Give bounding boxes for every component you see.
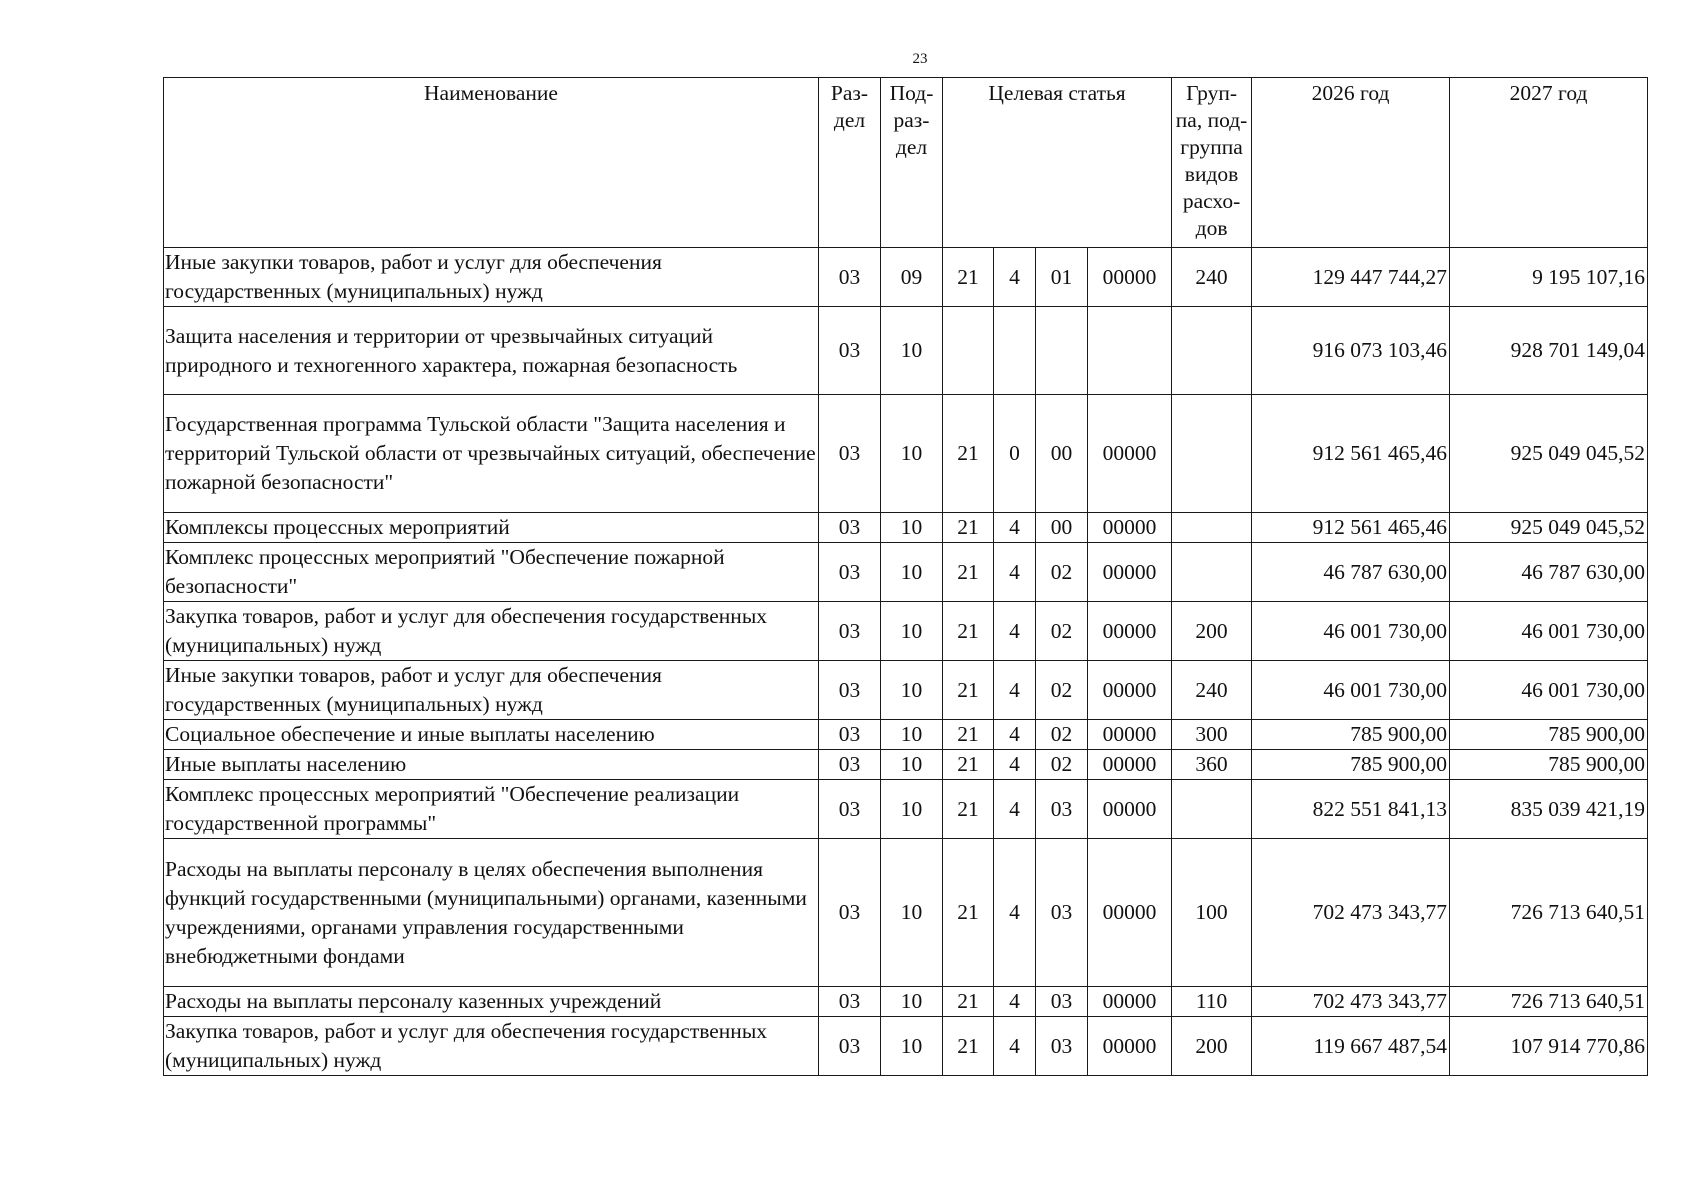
row-value-2027: 726 713 640,51 [1450,987,1648,1017]
row-target-type: 4 [994,248,1036,307]
row-value-2027: 46 001 730,00 [1450,661,1648,720]
row-target-type [994,307,1036,395]
row-target-subprogram: 03 [1036,839,1088,987]
table-row [164,602,1648,661]
row-razdel: 03 [819,602,881,661]
row-value-2026: 46 787 630,00 [1252,543,1450,602]
row-target-direction: 00000 [1088,543,1172,602]
row-podrazdel: 10 [881,1017,943,1076]
row-target-program [943,307,994,395]
row-value-2027: 785 900,00 [1450,720,1648,750]
row-target-type: 4 [994,750,1036,780]
row-value-2026: 129 447 744,27 [1252,248,1450,307]
row-value-2027: 835 039 421,19 [1450,780,1648,839]
row-target-subprogram: 02 [1036,720,1088,750]
row-target-direction: 00000 [1088,1017,1172,1076]
row-name: Комплекс процессных мероприятий "Обеспечение реализации государственной программы" [164,780,819,839]
row-target-type: 4 [994,987,1036,1017]
row-expense-group [1172,395,1252,513]
row-target-program: 21 [943,602,994,661]
row-razdel: 03 [819,661,881,720]
header-year-2027: 2027 год [1450,78,1648,248]
row-value-2026: 702 473 343,77 [1252,987,1450,1017]
row-target-subprogram: 01 [1036,248,1088,307]
table-row [164,543,1648,602]
row-value-2027: 925 049 045,52 [1450,513,1648,543]
row-target-program: 21 [943,248,994,307]
row-expense-group: 200 [1172,602,1252,661]
row-razdel: 03 [819,720,881,750]
row-expense-group: 300 [1172,720,1252,750]
row-target-program: 21 [943,513,994,543]
row-expense-group [1172,307,1252,395]
row-razdel: 03 [819,543,881,602]
row-target-direction: 00000 [1088,750,1172,780]
row-target-program: 21 [943,839,994,987]
row-target-subprogram [1036,307,1088,395]
row-target-program: 21 [943,543,994,602]
row-target-program: 21 [943,987,994,1017]
row-expense-group: 200 [1172,1017,1252,1076]
row-target-type: 4 [994,543,1036,602]
header-year-2026: 2026 год [1252,78,1450,248]
row-target-subprogram: 03 [1036,780,1088,839]
row-razdel: 03 [819,1017,881,1076]
row-value-2027: 726 713 640,51 [1450,839,1648,987]
table-body [164,248,1648,1076]
row-target-program: 21 [943,780,994,839]
row-target-subprogram: 02 [1036,543,1088,602]
page-number: 23 [912,51,928,67]
row-value-2026: 785 900,00 [1252,720,1450,750]
row-target-subprogram: 02 [1036,661,1088,720]
row-target-subprogram: 00 [1036,513,1088,543]
row-target-direction: 00000 [1088,395,1172,513]
row-value-2027: 925 049 045,52 [1450,395,1648,513]
row-target-subprogram: 00 [1036,395,1088,513]
table-row [164,307,1648,395]
table-row [164,987,1648,1017]
row-target-direction [1088,307,1172,395]
row-expense-group [1172,513,1252,543]
row-razdel: 03 [819,780,881,839]
row-expense-group: 110 [1172,987,1252,1017]
row-value-2026: 822 551 841,13 [1252,780,1450,839]
row-podrazdel: 10 [881,780,943,839]
row-value-2027: 928 701 149,04 [1450,307,1648,395]
row-podrazdel: 10 [881,720,943,750]
row-expense-group [1172,543,1252,602]
row-target-direction: 00000 [1088,839,1172,987]
table-row [164,395,1648,513]
row-razdel: 03 [819,307,881,395]
table-header-row [164,78,1648,248]
row-podrazdel: 10 [881,307,943,395]
budget-table [163,77,1648,1076]
row-value-2027: 9 195 107,16 [1450,248,1648,307]
row-podrazdel: 10 [881,987,943,1017]
row-value-2027: 785 900,00 [1450,750,1648,780]
row-name: Социальное обеспечение и иные выплаты населению [164,720,819,750]
row-target-subprogram: 02 [1036,602,1088,661]
table-row [164,661,1648,720]
row-name: Защита населения и территории от чрезвычайных ситуаций природного и техногенного характера, пожарная безопасность [164,307,819,395]
row-value-2026: 912 561 465,46 [1252,513,1450,543]
row-podrazdel: 10 [881,750,943,780]
row-podrazdel: 10 [881,395,943,513]
row-name: Комплекс процессных мероприятий "Обеспечение пожарной безопасности" [164,543,819,602]
row-target-program: 21 [943,395,994,513]
row-razdel: 03 [819,839,881,987]
row-value-2026: 46 001 730,00 [1252,661,1450,720]
row-podrazdel: 09 [881,248,943,307]
table-row [164,839,1648,987]
row-target-direction: 00000 [1088,513,1172,543]
row-value-2026: 916 073 103,46 [1252,307,1450,395]
row-target-type: 4 [994,661,1036,720]
row-value-2027: 107 914 770,86 [1450,1017,1648,1076]
row-value-2026: 46 001 730,00 [1252,602,1450,661]
table-row [164,720,1648,750]
row-name: Закупка товаров, работ и услуг для обеспечения государственных (муниципальных) нужд [164,602,819,661]
row-value-2027: 46 001 730,00 [1450,602,1648,661]
table-row [164,248,1648,307]
table-row [164,780,1648,839]
row-target-direction: 00000 [1088,720,1172,750]
row-name: Расходы на выплаты персоналу в целях обеспечения выполнения функций государственными (муниципальными) органами, казенными учреждениями, органами управления государственными внебюджетными фондами [164,839,819,987]
row-target-type: 4 [994,720,1036,750]
row-razdel: 03 [819,248,881,307]
row-podrazdel: 10 [881,543,943,602]
row-target-type: 0 [994,395,1036,513]
row-value-2027: 46 787 630,00 [1450,543,1648,602]
row-razdel: 03 [819,513,881,543]
row-name: Иные закупки товаров, работ и услуг для обеспечения государственных (муниципальных) нужд [164,248,819,307]
row-target-program: 21 [943,661,994,720]
row-expense-group: 240 [1172,248,1252,307]
row-name: Закупка товаров, работ и услуг для обеспечения государственных (муниципальных) нужд [164,1017,819,1076]
row-name: Иные выплаты населению [164,750,819,780]
row-target-direction: 00000 [1088,780,1172,839]
header-razdel: Раз- дел [819,78,881,248]
row-name: Государственная программа Тульской области "Защита населения и территорий Тульской области от чрезвычайных ситуаций, обеспечение пожарной безопасности" [164,395,819,513]
row-target-type: 4 [994,839,1036,987]
row-name: Иные закупки товаров, работ и услуг для обеспечения государственных (муниципальных) нужд [164,661,819,720]
row-podrazdel: 10 [881,602,943,661]
row-value-2026: 119 667 487,54 [1252,1017,1450,1076]
row-value-2026: 702 473 343,77 [1252,839,1450,987]
row-target-program: 21 [943,720,994,750]
table-row [164,513,1648,543]
row-name: Комплексы процессных мероприятий [164,513,819,543]
row-target-subprogram: 03 [1036,987,1088,1017]
row-expense-group: 240 [1172,661,1252,720]
row-target-type: 4 [994,513,1036,543]
row-razdel: 03 [819,395,881,513]
row-target-subprogram: 03 [1036,1017,1088,1076]
row-expense-group: 100 [1172,839,1252,987]
row-target-program: 21 [943,1017,994,1076]
row-value-2026: 912 561 465,46 [1252,395,1450,513]
row-name: Расходы на выплаты персоналу казенных учреждений [164,987,819,1017]
row-target-direction: 00000 [1088,248,1172,307]
row-target-type: 4 [994,780,1036,839]
header-podrazdel: Под- раз- дел [881,78,943,248]
header-name: Наименование [164,78,819,248]
row-expense-group [1172,780,1252,839]
row-podrazdel: 10 [881,513,943,543]
header-target-article: Целевая статья [943,78,1172,248]
row-target-type: 4 [994,602,1036,661]
row-razdel: 03 [819,987,881,1017]
table-row [164,1017,1648,1076]
row-target-direction: 00000 [1088,987,1172,1017]
row-podrazdel: 10 [881,661,943,720]
table-row [164,750,1648,780]
row-value-2026: 785 900,00 [1252,750,1450,780]
row-podrazdel: 10 [881,839,943,987]
row-target-direction: 00000 [1088,602,1172,661]
row-target-type: 4 [994,1017,1036,1076]
row-target-program: 21 [943,750,994,780]
row-target-subprogram: 02 [1036,750,1088,780]
header-expense-group: Груп- па, под- группа видов расхо- дов [1172,78,1252,248]
row-target-direction: 00000 [1088,661,1172,720]
row-expense-group: 360 [1172,750,1252,780]
row-razdel: 03 [819,750,881,780]
